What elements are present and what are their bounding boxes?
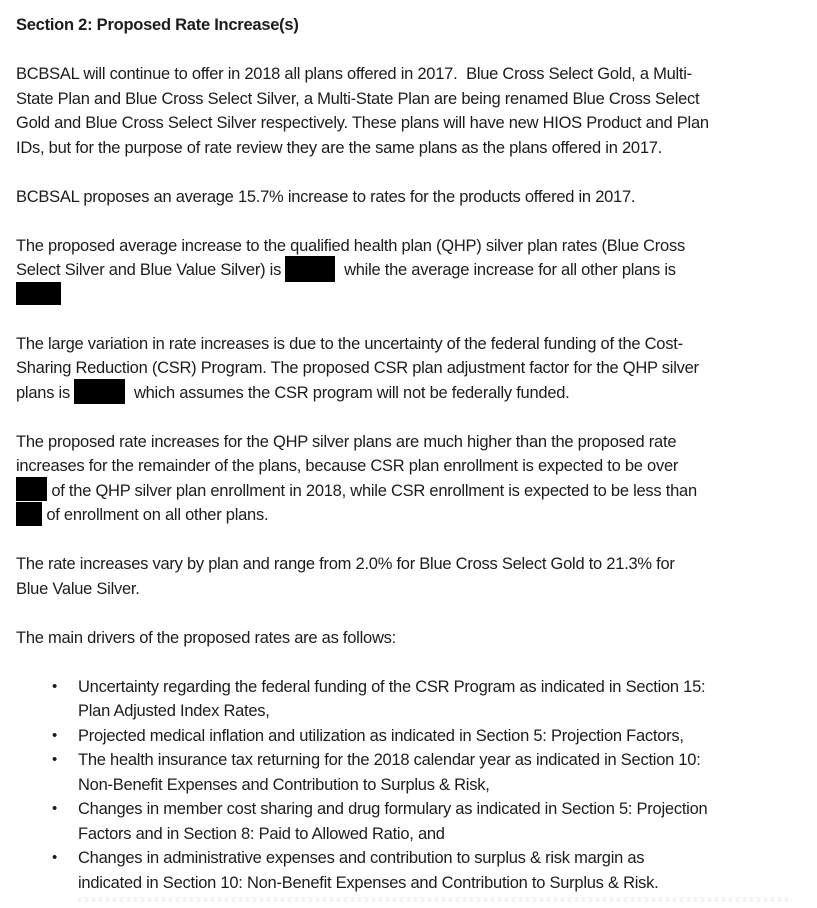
redaction-box (16, 282, 61, 305)
text-line (78, 675, 817, 700)
text-segment: The proposed rate increases for the QHP silver plans are much higher than the proposed rate (16, 432, 677, 451)
text-line (16, 62, 817, 87)
text-segment: while the average increase for all other plans is (335, 261, 676, 279)
text-line (78, 748, 817, 773)
section-heading: Section 2: Proposed Rate Increase(s) (16, 16, 299, 34)
text-line (16, 234, 817, 259)
main-drivers-list (16, 675, 817, 896)
bullet-item (16, 748, 817, 797)
text-segment: plans is (16, 383, 75, 402)
document-blocks (16, 62, 817, 895)
para-plans-renamed (16, 62, 817, 160)
redaction-box (285, 256, 335, 282)
text-segment: Changes in administrative expenses and contribution to surplus & risk margin as (78, 849, 645, 867)
text-line (16, 626, 817, 651)
text-segment: The proposed average increase to the qualified health plan (QHP) silver plan rates (Blue Cross (16, 236, 685, 255)
text-segment: BCBSAL proposes an average 15.7% increase to rates for the products offered in 2017. (16, 187, 636, 206)
text-line (16, 381, 817, 406)
text-line (78, 822, 817, 847)
bullet-item (16, 675, 817, 724)
text-line (16, 283, 817, 308)
text-segment: of the QHP silver plan enrollment in 2018, while CSR enrollment is expected to be less than (47, 481, 697, 500)
text-segment: The large variation in rate increases is due to the uncertainty of the federal funding of the Cost- (16, 334, 683, 353)
bullet-icon: • (52, 800, 58, 817)
bullet-item (16, 724, 817, 749)
text-line (16, 454, 817, 479)
text-segment: State Plan and Blue Cross Select Silver, a Multi-State Plan are being renamed Blue Cross Select (16, 89, 700, 108)
para-csr-enrollment (16, 430, 817, 528)
text-line (78, 846, 817, 871)
text-segment: indicated in Section 10: Non-Benefit Expenses and Contribution to Surplus & Risk. (78, 873, 659, 892)
text-line (16, 430, 817, 455)
text-segment: BCBSAL will continue to offer in 2018 all plans offered in 2017. Blue Cross Select Gold, a Multi- (16, 65, 692, 83)
text-segment: Select Silver and Blue Value Silver) is (16, 261, 286, 279)
text-line (16, 332, 817, 357)
bullet-icon: • (52, 677, 58, 695)
text-line (16, 356, 817, 381)
text-segment: which assumes the CSR program will not be federally funded. (125, 383, 570, 402)
para-main-drivers-intro (16, 626, 817, 651)
text-line (16, 577, 817, 602)
text-segment: increases for the remainder of the plans, because CSR plan enrollment is expected to be over (16, 457, 679, 475)
bullet-icon: • (52, 751, 58, 768)
text-segment: Uncertainty regarding the federal funding of the CSR Program as indicated in Section 15: (78, 677, 706, 696)
text-line (16, 185, 817, 210)
redaction-box (16, 502, 42, 526)
para-average-increase (16, 185, 817, 210)
bullet-item (16, 846, 817, 895)
redaction-box (16, 477, 47, 501)
text-segment: The main drivers of the proposed rates are as follows: (16, 628, 396, 647)
text-line (78, 797, 817, 822)
text-segment: Sharing Reduction (CSR) Program. The proposed CSR plan adjustment factor for the QHP silver (16, 359, 699, 377)
text-line (78, 699, 817, 724)
para-csr-adjustment-factor (16, 332, 817, 406)
text-segment: The health insurance tax returning for the 2018 calendar year as indicated in Section 10: (78, 751, 701, 769)
text-line (16, 479, 817, 504)
bullet-icon: • (52, 726, 58, 744)
text-segment: Changes in member cost sharing and drug formulary as indicated in Section 5: Projection (78, 800, 708, 818)
text-line (16, 552, 817, 577)
text-line (78, 871, 817, 896)
text-segment: of enrollment on all other plans. (42, 506, 269, 524)
text-line (16, 503, 817, 528)
text-segment: Plan Adjusted Index Rates, (78, 702, 270, 720)
text-line (16, 111, 817, 136)
para-rate-range (16, 552, 817, 601)
text-segment: IDs, but for the purpose of rate review they are the same plans as the plans offered in 2017. (16, 138, 663, 157)
text-line (78, 724, 817, 749)
text-line (16, 258, 817, 283)
text-segment: Non-Benefit Expenses and Contribution to Surplus & Risk, (78, 775, 490, 794)
text-line (16, 136, 817, 161)
text-line (16, 87, 817, 112)
bullet-icon: • (52, 849, 58, 866)
bullet-item (16, 797, 817, 846)
text-line (78, 773, 817, 798)
text-segment: Factors and in Section 8: Paid to Allowed Ratio, and (78, 824, 445, 843)
para-silver-plan-increase (16, 234, 817, 308)
text-segment: The rate increases vary by plan and range from 2.0% for Blue Cross Select Gold to 21.3% for (16, 555, 675, 573)
scan-artifact-cropped-line (78, 897, 788, 902)
text-segment: Blue Value Silver. (16, 579, 140, 598)
text-segment: Gold and Blue Cross Select Silver respectively. These plans will have new HIOS Product and Plan (16, 114, 709, 132)
text-segment: Projected medical inflation and utilization as indicated in Section 5: Projection Factors, (78, 726, 684, 745)
redaction-box (74, 379, 125, 404)
